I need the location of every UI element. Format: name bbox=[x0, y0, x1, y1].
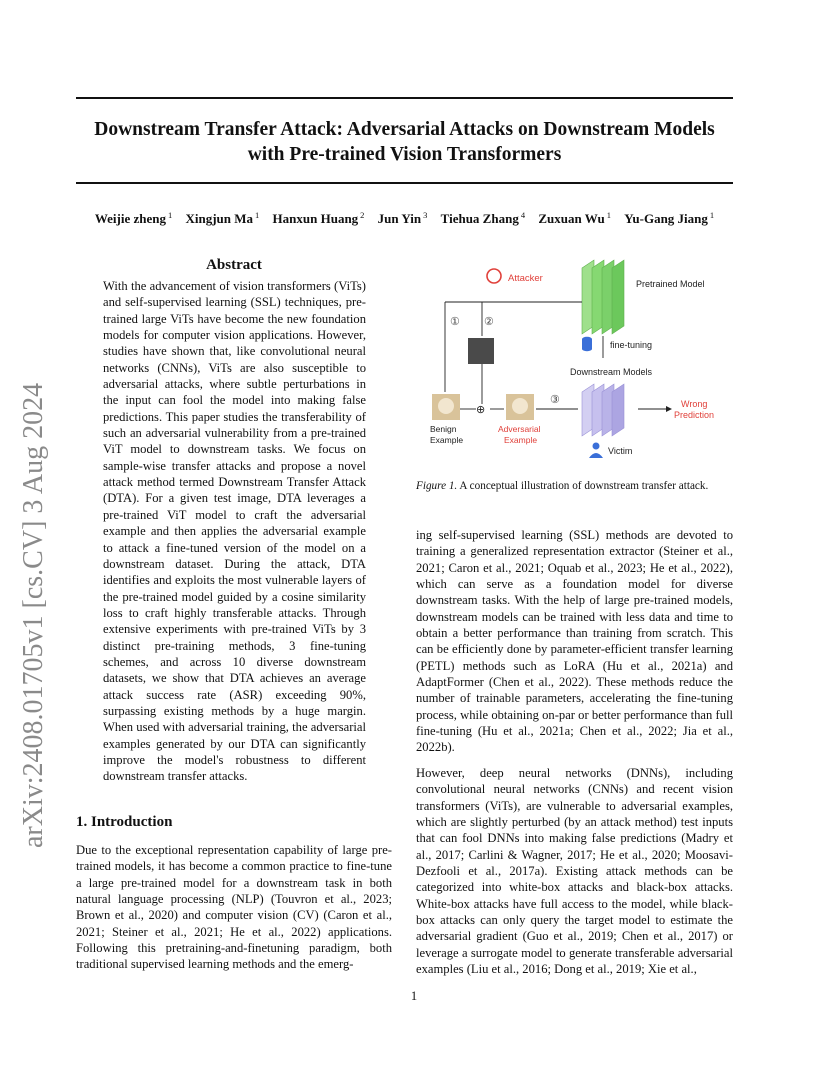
svg-text:Example: Example bbox=[504, 435, 538, 445]
abstract-heading: Abstract bbox=[206, 257, 262, 273]
right-column-paragraph-2: However, deep neural networks (DNNs), including convolutional neural networks (CNNs) and recent vision transformers (ViTs), are vulnerable to adversarial examples, which are slightly perturbed (by an attack method) test inputs that can fool DNNs into making false predictions (Madry et al., 2017; Carlini & Wagner, 2017; He et al., 2020; Moosavi-Dezfooli et al., 2017a). Existing attack methods can be categorized into white-box attacks and black-box attacks. White-box attacks have full access to the model, while black-box attacks can only query the target model to estimate the adversarial gradient (Guo et al., 2019; Chen et al., 2017) or leverage a surrogate model to generate transferable adversarial examples (Liu et al., 2016; Dong et al., 2019; Xie et al., bbox=[416, 766, 733, 977]
perturbation-noise bbox=[468, 338, 494, 364]
section-heading-introduction: 1. Introduction bbox=[76, 814, 173, 830]
author-list bbox=[76, 210, 733, 227]
figure-1-diagram bbox=[416, 254, 733, 464]
figure-caption-label: Figure 1. bbox=[416, 480, 458, 492]
author: Yu-Gang Jiang $^1$ bbox=[624, 210, 715, 227]
victim-label: Victim bbox=[608, 446, 633, 456]
victim-icon bbox=[589, 443, 603, 459]
step-2-marker: ② bbox=[484, 316, 494, 328]
author: Xingjun Ma $^1$ bbox=[185, 210, 260, 227]
step-3-marker: ③ bbox=[550, 394, 560, 406]
svg-text:Example: Example bbox=[430, 435, 464, 445]
right-column-paragraph-1: ing self-supervised learning (SSL) methods are devoted to training a generalized representation extractor (Steiner et al., 2021; Caron et al., 2021; Oquab et al., 2023; He et al., 2022), which can serve as a foundation model for diverse downstream tasks. With the help of large pre-trained models, downstream models can be trained with less data and time to obtain a better performance than training from scratch. This can be efficiently done by parameter-efficient transfer learning (PETL) methods such as LoRA (Hu et al., 2021a) and AdaptFormer (Chen et al., 2022). These methods reduce the number of trainable parameters, accelerating the fine-tuning process, while obtaining on-par or better performance than full fine-tuning (Hu et al., 2021a; Chen et al., 2022; Jia et al., 2022b). bbox=[416, 528, 733, 755]
title-bottom-rule bbox=[76, 182, 733, 184]
svg-text:Prediction: Prediction bbox=[674, 410, 715, 420]
paper-title: Downstream Transfer Attack: Adversarial Attacks on Downstream Models with Pre-trained Vision Transformers bbox=[94, 119, 715, 165]
benign-example-label: Benign bbox=[430, 424, 457, 434]
attacker-icon bbox=[487, 269, 501, 283]
page-number: 1 bbox=[410, 989, 418, 1003]
author: Tiehua Zhang $^4$ bbox=[440, 210, 526, 227]
author: Hanxun Huang $^2$ bbox=[272, 210, 365, 227]
pretrained-model-label: Pretrained Model bbox=[636, 279, 705, 289]
downstream-model-stack bbox=[582, 384, 624, 436]
author: Zuxuan Wu $^1$ bbox=[538, 210, 611, 227]
figure-caption bbox=[416, 479, 733, 493]
step-1-marker: ① bbox=[450, 316, 460, 328]
plus-operator: ⊕ bbox=[476, 404, 486, 416]
author: Jun Yin $^3$ bbox=[377, 210, 428, 227]
top-rule bbox=[76, 97, 733, 99]
database-icon bbox=[582, 337, 592, 351]
downstream-models-label: Downstream Models bbox=[570, 367, 653, 377]
adversarial-example-label: Adversarial bbox=[498, 424, 541, 434]
wrong-prediction-label: Wrong bbox=[681, 399, 708, 409]
attacker-label: Attacker bbox=[508, 273, 543, 284]
fine-tuning-label: fine-tuning bbox=[610, 340, 653, 350]
arxiv-identifier[interactable]: arXiv:2408.01705v1 [cs.CV] 3 Aug 2024 bbox=[18, 382, 49, 848]
abstract-text: With the advancement of vision transformers (ViTs) and self-supervised learning (SSL) techniques, pre-trained large ViTs have become the new foundation models for computer vision applications. However, studies have shown that, like convolutional neural networks (CNNs), ViTs are also susceptible to adversarial attacks, where subtle perturbations in the input can fool the model into making false predictions. This paper studies the transferability of such an adversarial vulnerability from a pre-trained ViT model to downstream tasks. We focus on sample-wise transfer attacks and propose a novel attack method termed Downstream Transfer Attack (DTA). For a given test image, DTA leverages a pre-trained ViT model to craft the adversarial example and then applies the adversarial example to attack a fine-tuned version of the model on a downstream dataset. During the attack, DTA identifies and exploits the most vulnerable layers of the pre-trained model guided by a cosine similarity loss to craft highly transferable attacks. Through extensive experiments with pre-trained ViTs by 3 distinct pre-training methods, 3 fine-tuning schemes, and across 10 diverse downstream datasets, we show that DTA achieves an average attack success rate (ASR) exceeding 90%, surpassing existing methods by a huge margin. When used with adversarial training, the adversarial examples generated by our DTA can significantly improve the model's robustness to different downstream transfer attacks. bbox=[103, 279, 366, 784]
pretrained-model-stack bbox=[582, 260, 624, 334]
author: Weijie zheng $^1$ bbox=[94, 210, 173, 227]
intro-paragraph: Due to the exceptional representation capability of large pre-trained models, it has become a common practice to fine-tune a large pre-trained model for a downstream task in both natural language processing (NLP) (Touvron et al., 2023; Brown et al., 2020) and computer vision (CV) (Caron et al., 2021; Steiner et al., 2021; He et al., 2022) applications. Following this pretraining-and-finetuning paradigm, both traditional supervised learning methods and the emerg- bbox=[76, 843, 392, 972]
figure-caption-text: A conceptual illustration of downstream transfer attack. bbox=[459, 480, 709, 492]
